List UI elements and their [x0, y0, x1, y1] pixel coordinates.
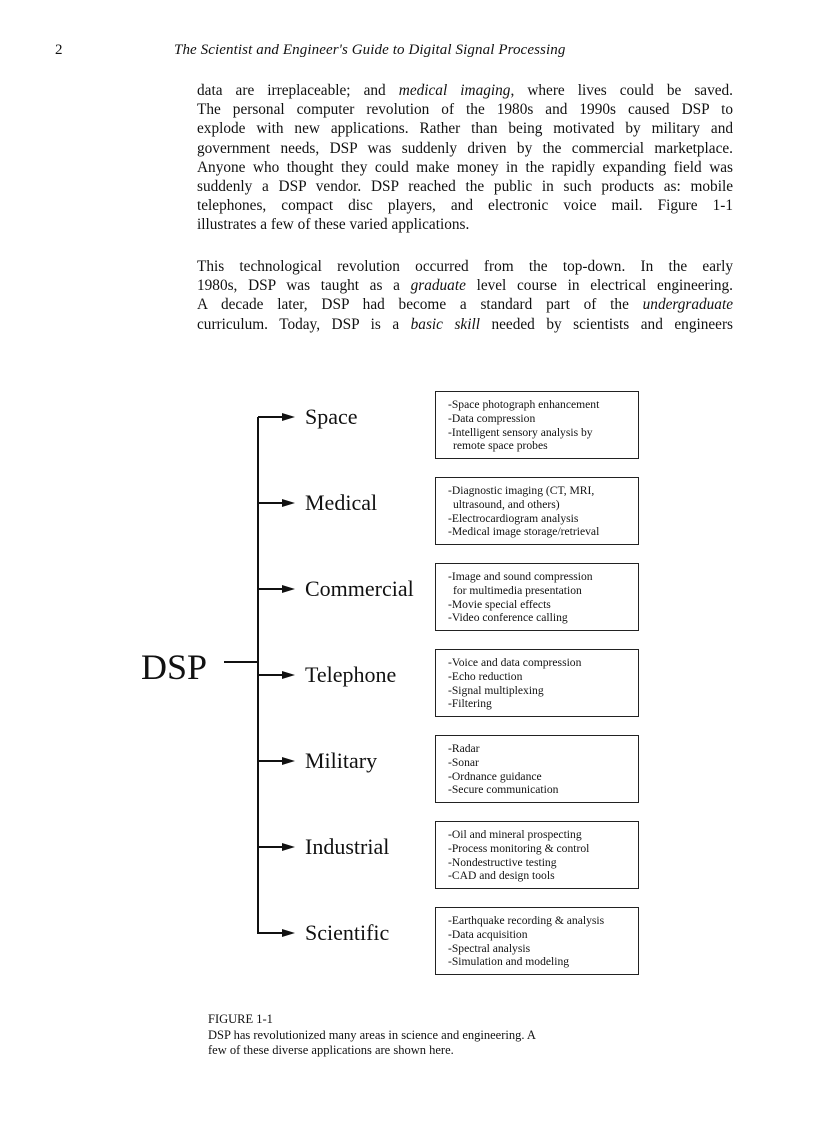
- text-line: data are irreplaceable; and medical imaging, where lives could be saved.: [197, 82, 733, 99]
- branch-arrow-head: [282, 585, 295, 593]
- detail-line: -Nondestructive testing: [448, 855, 557, 869]
- figure-number: FIGURE 1-1: [208, 1012, 273, 1026]
- detail-line: ultrasound, and others): [453, 497, 560, 511]
- branch-arrow-head: [282, 671, 295, 679]
- branch-detail-box-industrial: [435, 821, 639, 889]
- text-line: illustrates a few of these varied applications.: [197, 216, 470, 234]
- branch-detail-box-medical: [435, 477, 639, 545]
- branch-label-telephone: Telephone: [305, 662, 397, 687]
- detail-line: -CAD and design tools: [448, 869, 555, 883]
- branch-arrow-head: [282, 499, 295, 507]
- body-paragraph-2: [197, 257, 733, 334]
- detail-line: -Ordnance guidance: [448, 769, 542, 783]
- branch-arrow-head: [282, 413, 295, 421]
- detail-line: -Secure communication: [448, 783, 559, 797]
- detail-line: -Process monitoring & control: [448, 841, 590, 855]
- detail-line: -Electrocardiogram analysis: [448, 511, 579, 525]
- detail-line: -Space photograph enhancement: [448, 398, 600, 411]
- detail-line: -Image and sound compression: [448, 570, 593, 583]
- detail-line: -Earthquake recording & analysis: [448, 914, 605, 927]
- branch-arrow-head: [282, 843, 295, 851]
- page-number: 2: [55, 42, 63, 58]
- branch-detail-box-commercial: [435, 563, 639, 631]
- text-line: suddenly a DSP vendor. DSP reached the public in such products as: mobile: [197, 178, 733, 196]
- branch-label-medical: Medical: [305, 490, 378, 515]
- detail-line: -Video conference calling: [448, 611, 568, 625]
- branch-detail-box-scientific: [435, 907, 639, 975]
- dsp-root-label: DSP: [141, 647, 208, 687]
- text-line: This technological revolution occurred from the top-down. In the early: [197, 258, 733, 275]
- text-line: telephones, compact disc players, and electronic voice mail. Figure 1-1: [197, 197, 733, 215]
- text-line: government needs, DSP was suddenly driven by the commercial marketplace.: [197, 139, 733, 157]
- branch-label-industrial: Industrial: [305, 834, 390, 859]
- detail-line: for multimedia presentation: [453, 583, 582, 597]
- text-line: The personal computer revolution of the 1980s and 1990s caused DSP to: [197, 101, 733, 119]
- branch-label-scientific: Scientific: [305, 920, 390, 945]
- detail-line: -Movie special effects: [448, 597, 551, 611]
- branch-arrow-head: [282, 929, 295, 937]
- detail-line: -Intelligent sensory analysis by: [448, 425, 593, 439]
- emphasis: basic skill: [410, 315, 480, 333]
- detail-line: -Echo reduction: [448, 669, 523, 683]
- detail-line: -Filtering: [448, 697, 492, 711]
- branch-label-military: Military: [305, 748, 378, 773]
- caption-line-1: DSP has revolutionized many areas in science and engineering. A: [208, 1027, 536, 1042]
- body-paragraph-1: [197, 81, 733, 235]
- branch-detail-box-space: [435, 391, 639, 459]
- detail-line: -Oil and mineral prospecting: [448, 828, 582, 841]
- text-line: Anyone who thought they could make money in the rapidly expanding field was: [197, 158, 733, 176]
- detail-line: -Data acquisition: [448, 927, 528, 941]
- detail-line: -Radar: [448, 742, 480, 755]
- emphasis: undergraduate: [642, 296, 733, 314]
- detail-line: -Data compression: [448, 411, 536, 425]
- branch-detail-box-telephone: [435, 649, 639, 717]
- detail-line: -Signal multiplexing: [448, 683, 544, 697]
- branch-label-commercial: Commercial: [305, 576, 414, 601]
- detail-line: -Simulation and modeling: [448, 955, 570, 969]
- detail-line: -Diagnostic imaging (CT, MRI,: [448, 484, 595, 497]
- running-head: The Scientist and Engineer's Guide to Digital Signal Processing: [174, 42, 566, 58]
- text-line: A decade later, DSP had become a standard part of the undergraduate: [197, 296, 733, 314]
- caption-line-2: few of these diverse applications are shown here.: [208, 1043, 454, 1057]
- detail-line: -Spectral analysis: [448, 941, 531, 955]
- figure-caption: [208, 1012, 536, 1059]
- text-line: explode with new applications. Rather than being motivated by military and: [197, 120, 733, 138]
- branch-detail-box-military: [435, 735, 639, 803]
- detail-line: remote space probes: [453, 439, 548, 453]
- text-line: curriculum. Today, DSP is a basic skill needed by scientists and engineers: [197, 315, 733, 333]
- branch-label-space: Space: [305, 404, 358, 429]
- detail-line: -Medical image storage/retrieval: [448, 525, 600, 539]
- emphasis: medical imaging: [398, 82, 511, 99]
- branch-arrow-head: [282, 757, 295, 765]
- branch-arrows: [258, 413, 295, 937]
- detail-line: -Sonar: [448, 755, 479, 769]
- emphasis: graduate: [410, 277, 466, 295]
- text-line: 1980s, DSP was taught as a graduate level course in electrical engineering.: [197, 277, 733, 295]
- detail-line: -Voice and data compression: [448, 656, 582, 669]
